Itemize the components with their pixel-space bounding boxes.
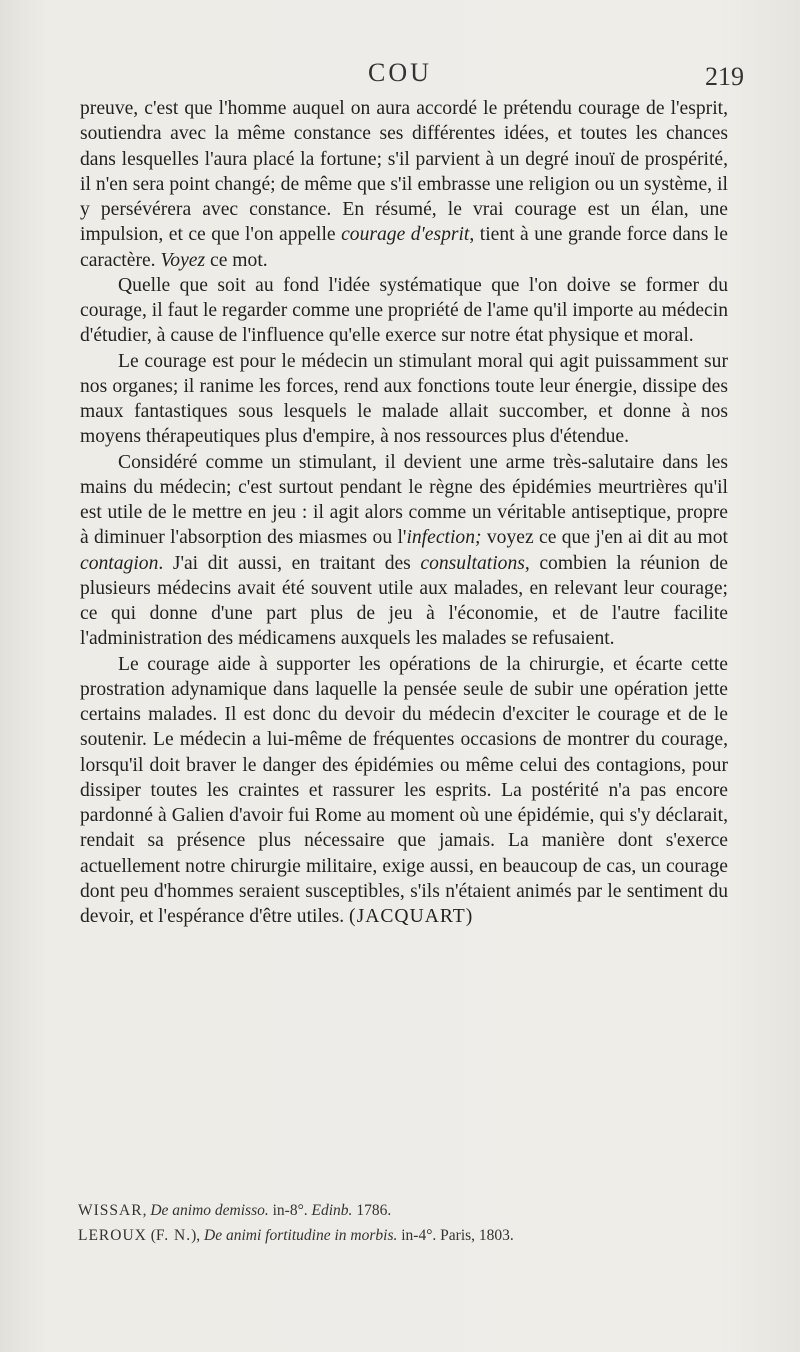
paragraph xyxy=(80,273,728,349)
italic-text: courage d'esprit xyxy=(341,224,470,246)
text-run: , xyxy=(142,1202,151,1219)
text-run: Considéré comme un stimulant, il devient une arme très-salutaire dans les mains du médecin; c'est surtout pendant le règne des épidémies meurtrières qu'il est utile de le mettre en jeu : il agit alors comme un véritable antiseptique, propre à diminuer l'absorption des miasmes ou l' xyxy=(80,451,728,549)
bibliography-entry xyxy=(78,1198,738,1223)
text-run: Quelle que soit au fond l'idée systématique que l'on doive se former du courage, il faut le regarder comme une propriété de l'ame qu'il importe au médecin d'étudier, à cause de l'influence qu'elle exerce sur notre état physique et moral. xyxy=(80,274,728,347)
page-number: 219 xyxy=(705,62,744,91)
text-run: 1786. xyxy=(352,1202,392,1219)
italic-text: De animi fortitudine in morbis. xyxy=(204,1227,398,1244)
text-run: ce mot. xyxy=(205,249,268,271)
italic-text: consultations xyxy=(420,552,525,574)
bibliography xyxy=(78,1198,738,1248)
text-run: , tient à une grande force dans le caractère. xyxy=(80,224,728,271)
text-run: voyez ce que j'en ai dit au mot xyxy=(481,527,728,549)
text-run: in-8°. xyxy=(268,1202,312,1219)
text-run: Le courage aide à supporter les opérations de la chirurgie, et écarte cette prostration adynamique dans laquelle la pensée seule de subir une opération jette certains malades. Il est donc du devoir du médecin d'exciter le courage et de le soutenir. Le médecin a lui-même de fréquentes occasions de montrer du courage, lorsqu'il doit braver le danger des épidémies ou même celui des contagions, pour dissiper toutes les craintes et rassurer les esprits. La postérité n'a pas encore pardonné à Galien d'avoir fui Rome au moment où une épidémie, qui s'y déclarait, rendait sa présence plus nécessaire que jamais. La manière dont s'exerce actuellement notre chirurgie militaire, exige aussi, en beaucoup de cas, un courage dont peu d'hommes seraient susceptibles, s'ils n'étaient animés par le sentiment du devoir, et l'espérance d'être utiles. xyxy=(80,653,728,927)
text-run: , combien la réunion de plusieurs médecins avait été souvent utile aux malades, en relevant leur courage; ce qui donne d'une part plus de jeu à l'économie, et de l'autre facilite l'administration des médicamens auxquels les malades se refusaient. xyxy=(80,552,728,650)
running-head xyxy=(0,58,800,94)
italic-text: De animo demisso. xyxy=(150,1202,269,1219)
paragraph xyxy=(80,652,728,930)
smallcaps-text: WISSAR xyxy=(78,1202,143,1219)
running-head-title: COU xyxy=(368,58,432,87)
text-run: Le courage est pour le médecin un stimulant moral qui agit puissamment sur nos organes; il ranime les forces, rend aux fonctions toute leur énergie, dissipe des maux fantastiques sous lesquels le malade allait succomber, et donne à nos moyens thérapeutiques plus d'empire, à nos ressources plus d'étendue. xyxy=(80,350,728,448)
smallcaps-text: F. N. xyxy=(155,1227,192,1244)
italic-text: Voyez xyxy=(160,249,206,271)
paragraph xyxy=(80,349,728,450)
text-run: ), xyxy=(191,1227,205,1244)
text-run: . J'ai dit aussi, en traitant des xyxy=(158,552,421,574)
smallcaps-text: LEROUX xyxy=(78,1227,147,1244)
body-text xyxy=(80,96,728,929)
bibliography-entry xyxy=(78,1223,738,1248)
italic-text: infection; xyxy=(406,527,482,549)
italic-text: contagion xyxy=(80,552,159,574)
smallcaps-text: (JACQUART) xyxy=(349,906,474,927)
paragraph xyxy=(80,96,728,273)
text-run: in-4°. Paris, 1803. xyxy=(397,1227,514,1244)
italic-text: Edinb. xyxy=(311,1202,353,1219)
text-run: preuve, c'est que l'homme auquel on aura accordé le prétendu courage de l'esprit, soutiendra avec la même constance ses différentes idées, et toutes les chances dans lesquelles l'aura placé la fortune; s'il parvient à un degré inouï de prospérité, il n'en sera point changé; de même que s'il embrasse une religion ou un système, il y persévérera avec constance. En résumé, le vrai courage est un élan, une impulsion, et ce que l'on appelle xyxy=(80,98,728,246)
paragraph xyxy=(80,450,728,652)
text-run: ( xyxy=(146,1227,156,1244)
